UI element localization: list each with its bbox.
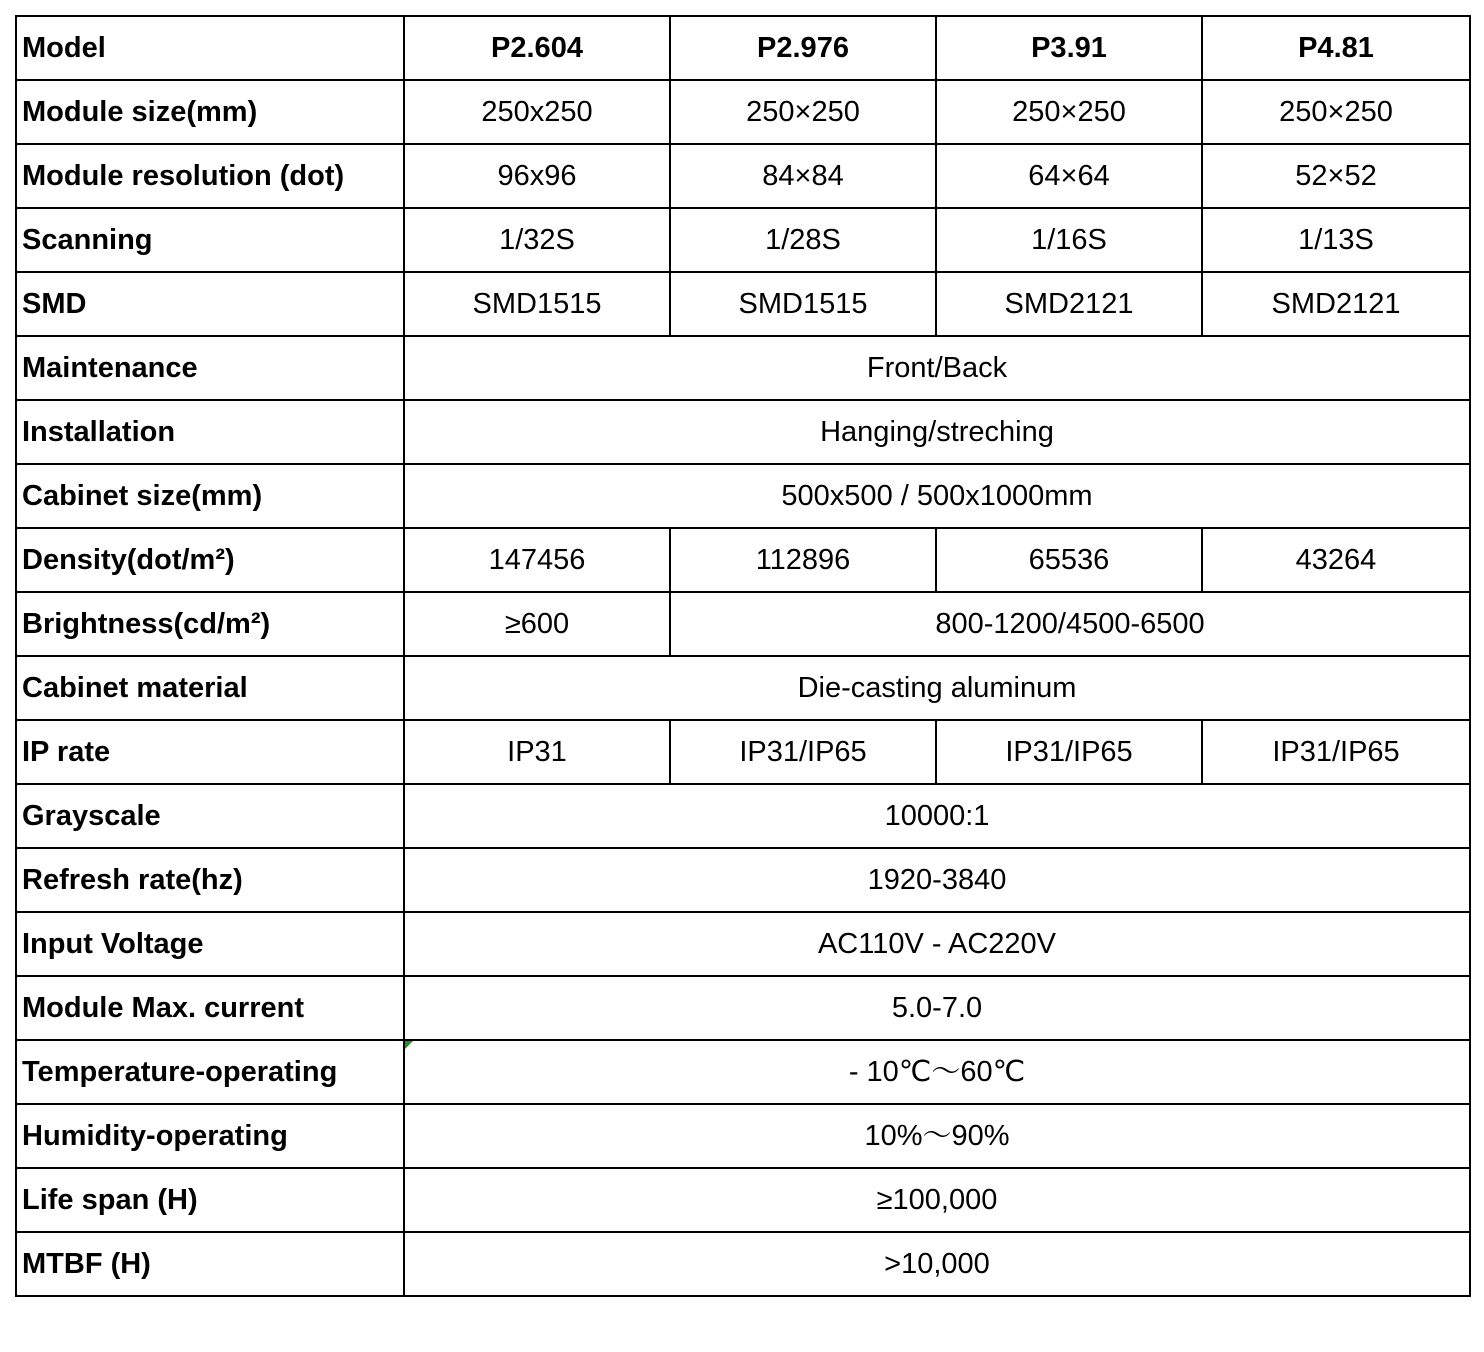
model-p2604: P2.604 bbox=[404, 16, 670, 80]
row-module-size bbox=[16, 80, 1470, 144]
row-label: Module size(mm) bbox=[16, 80, 404, 144]
row-label: Input Voltage bbox=[16, 912, 404, 976]
cell-value-merged: Hanging/streching bbox=[404, 400, 1470, 464]
row-refresh-rate bbox=[16, 848, 1470, 912]
cell-value: 84×84 bbox=[670, 144, 936, 208]
row-temperature-operating bbox=[16, 1040, 1470, 1104]
cell-value: 250x250 bbox=[404, 80, 670, 144]
cell-value-merged: 1920-3840 bbox=[404, 848, 1470, 912]
cell-value: 147456 bbox=[404, 528, 670, 592]
row-label: Refresh rate(hz) bbox=[16, 848, 404, 912]
row-cabinet-size bbox=[16, 464, 1470, 528]
row-label: Density(dot/m²) bbox=[16, 528, 404, 592]
header-label: Model bbox=[16, 16, 404, 80]
row-label: Humidity-operating bbox=[16, 1104, 404, 1168]
cell-value: 96x96 bbox=[404, 144, 670, 208]
cell-value-merged: 500x500 / 500x1000mm bbox=[404, 464, 1470, 528]
cell-value: SMD2121 bbox=[1202, 272, 1470, 336]
row-module-max-current bbox=[16, 976, 1470, 1040]
cell-value: SMD2121 bbox=[936, 272, 1202, 336]
cell-value: IP31/IP65 bbox=[936, 720, 1202, 784]
row-installation bbox=[16, 400, 1470, 464]
row-life-span bbox=[16, 1168, 1470, 1232]
cell-value: 1/16S bbox=[936, 208, 1202, 272]
cell-value-merged: >10,000 bbox=[404, 1232, 1470, 1296]
cell-value: 250×250 bbox=[1202, 80, 1470, 144]
row-mtbf bbox=[16, 1232, 1470, 1296]
model-p391: P3.91 bbox=[936, 16, 1202, 80]
cell-value: IP31/IP65 bbox=[1202, 720, 1470, 784]
row-cabinet-material bbox=[16, 656, 1470, 720]
row-label: Installation bbox=[16, 400, 404, 464]
row-label: MTBF (H) bbox=[16, 1232, 404, 1296]
cell-value-merged: ≥100,000 bbox=[404, 1168, 1470, 1232]
cell-value: 250×250 bbox=[670, 80, 936, 144]
row-label: SMD bbox=[16, 272, 404, 336]
cell-value: IP31 bbox=[404, 720, 670, 784]
header-row bbox=[16, 16, 1470, 80]
cell-value: 250×250 bbox=[936, 80, 1202, 144]
cell-value: SMD1515 bbox=[670, 272, 936, 336]
model-p2976: P2.976 bbox=[670, 16, 936, 80]
cell-value: IP31/IP65 bbox=[670, 720, 936, 784]
cell-value-merged: 800-1200/4500-6500 bbox=[670, 592, 1470, 656]
cell-value: 52×52 bbox=[1202, 144, 1470, 208]
row-brightness bbox=[16, 592, 1470, 656]
cell-value: 1/28S bbox=[670, 208, 936, 272]
row-density bbox=[16, 528, 1470, 592]
cell-value: ≥600 bbox=[404, 592, 670, 656]
model-p481: P4.81 bbox=[1202, 16, 1470, 80]
spec-table bbox=[15, 15, 1471, 1297]
row-humidity-operating bbox=[16, 1104, 1470, 1168]
cell-value-merged: Front/Back bbox=[404, 336, 1470, 400]
row-label: Life span (H) bbox=[16, 1168, 404, 1232]
row-scanning bbox=[16, 208, 1470, 272]
cell-value-merged: - 10℃～60℃ bbox=[404, 1040, 1470, 1104]
row-label: Cabinet size(mm) bbox=[16, 464, 404, 528]
row-label: Maintenance bbox=[16, 336, 404, 400]
cell-value-merged: Die-casting aluminum bbox=[404, 656, 1470, 720]
row-label: IP rate bbox=[16, 720, 404, 784]
row-label: Temperature-operating bbox=[16, 1040, 404, 1104]
row-label: Grayscale bbox=[16, 784, 404, 848]
cell-value: 1/13S bbox=[1202, 208, 1470, 272]
cell-value: 112896 bbox=[670, 528, 936, 592]
cell-value: 1/32S bbox=[404, 208, 670, 272]
cell-value: SMD1515 bbox=[404, 272, 670, 336]
row-ip-rate bbox=[16, 720, 1470, 784]
row-label: Cabinet material bbox=[16, 656, 404, 720]
row-module-resolution bbox=[16, 144, 1470, 208]
row-smd bbox=[16, 272, 1470, 336]
row-label: Brightness(cd/m²) bbox=[16, 592, 404, 656]
cell-value-merged: 5.0-7.0 bbox=[404, 976, 1470, 1040]
row-grayscale bbox=[16, 784, 1470, 848]
row-label: Module resolution (dot) bbox=[16, 144, 404, 208]
row-label: Module Max. current bbox=[16, 976, 404, 1040]
cell-value-merged: 10%～90% bbox=[404, 1104, 1470, 1168]
row-input-voltage bbox=[16, 912, 1470, 976]
row-label: Scanning bbox=[16, 208, 404, 272]
cell-value-merged: AC110V - AC220V bbox=[404, 912, 1470, 976]
cell-value: 64×64 bbox=[936, 144, 1202, 208]
cell-value: 65536 bbox=[936, 528, 1202, 592]
cell-value-merged: 10000:1 bbox=[404, 784, 1470, 848]
cell-value: 43264 bbox=[1202, 528, 1470, 592]
row-maintenance bbox=[16, 336, 1470, 400]
